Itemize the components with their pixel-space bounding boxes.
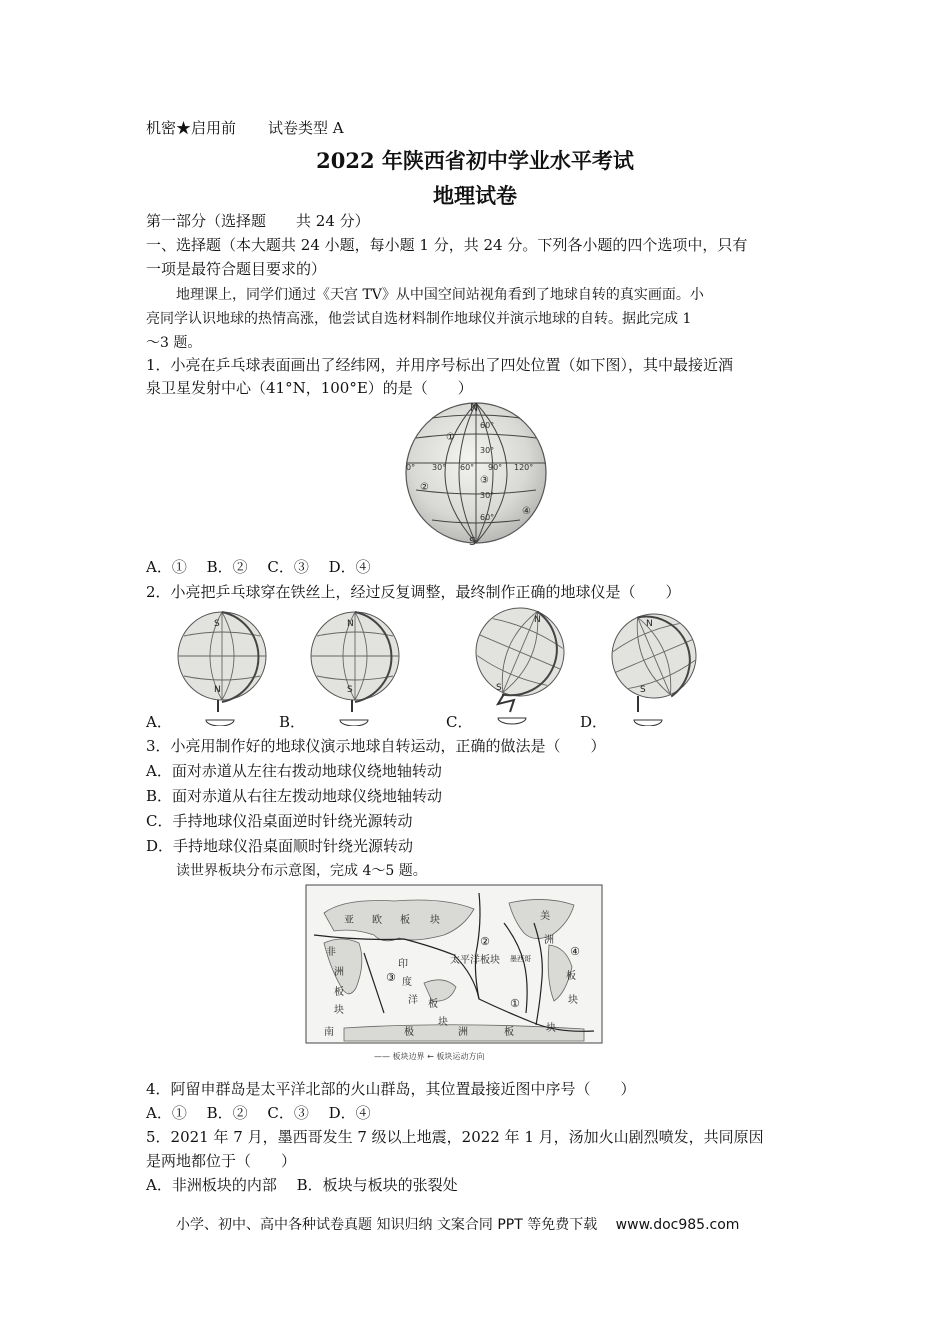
globe-b-bottom: S	[347, 685, 353, 695]
map-label-ban3: 板	[428, 999, 438, 1010]
map-label-kuai5: 块	[546, 1023, 556, 1034]
question-3-option-c: C．手持地球仪沿桌面逆时针绕光源转动	[146, 812, 413, 830]
question-3-option-d: D．手持地球仪沿桌面顺时针绕光源转动	[146, 837, 414, 855]
map-label-kuai4: 块	[568, 995, 578, 1006]
map-legend: —— 板块边界 ← 板块运动方向	[374, 1052, 485, 1061]
map-label-mexico: 墨西哥	[510, 955, 531, 963]
map-label-zhou1: 洲	[334, 967, 344, 978]
lon-label-60: 60°	[460, 463, 475, 472]
map-label-yin: 印	[398, 959, 408, 970]
map-label-ban1: 板	[400, 915, 410, 926]
globe-c-top: N	[534, 615, 541, 625]
world-plate-map	[304, 883, 644, 1068]
intro-line2: 亮同学认识地球的热情高涨，他尝试自选材料制作地球仪并演示地球的自转。据此完成 1	[146, 311, 692, 327]
question-5-line2: 是两地都位于（ ）	[146, 1152, 297, 1170]
map-label-mei: 美	[540, 911, 550, 922]
globe-option-d	[604, 608, 704, 726]
map-label-kuai2: 块	[334, 1005, 344, 1016]
globe-a-bottom: N	[214, 685, 221, 695]
map-mark-1: ①	[510, 997, 520, 1010]
lat-label-60n: 60°	[480, 421, 495, 430]
question-1-options: A．① B．② C．③ D．④	[146, 558, 371, 576]
question-1-line2: 泉卫星发射中心（41°N，100°E）的是（ ）	[146, 379, 473, 397]
globe-s-label: S	[469, 535, 476, 548]
page-title: 2022 年陕西省初中学业水平考试	[316, 148, 634, 173]
map-label-nan: 南	[324, 1027, 334, 1038]
globe-option-b	[300, 608, 410, 726]
map-label-ya: 亚	[344, 915, 354, 926]
header-line	[146, 117, 344, 138]
q2-option-a-label: A．	[146, 713, 172, 731]
lon-label-0: 0°	[406, 463, 416, 472]
section-instruction-line2: 一项是最符合题目要求的）	[146, 260, 327, 278]
paper-type-label: 试卷类型 A	[268, 119, 344, 137]
question-4-options: A．① B．② C．③ D．④	[146, 1104, 371, 1122]
globe-option-c	[468, 604, 572, 726]
globe-a-top: S	[214, 619, 220, 629]
lat-label-60s: 60°	[480, 513, 495, 522]
map-label-zhou2: 洲	[544, 935, 554, 946]
map-label-ji: 极	[404, 1027, 414, 1038]
map-label-kuai1: 块	[430, 915, 440, 926]
map-mark-2: ②	[480, 935, 490, 948]
question-4-line1: 4．阿留申群岛是太平洋北部的火山群岛，其位置最接近图中序号（ ）	[146, 1080, 636, 1098]
map-label-fei: 非	[326, 947, 336, 958]
q2-option-d-label: D．	[580, 713, 608, 731]
lat-label-30n: 30°	[480, 446, 495, 455]
map-label-du: 度	[402, 977, 412, 988]
question-3-line1: 3．小亮用制作好的地球仪演示地球自转运动，正确的做法是（ ）	[146, 737, 606, 755]
graticule-globe-figure	[380, 398, 572, 548]
question-5-line1: 5．2021 年 7 月，墨西哥发生 7 级以上地震，2022 年 1 月，汤加火山剧烈喷发，共同原因	[146, 1128, 764, 1146]
question-3-option-a: A．面对赤道从左往右拨动地球仪绕地轴转动	[146, 762, 442, 780]
mark-1: ①	[446, 432, 455, 443]
question-1-line1: 1．小亮在乒乓球表面画出了经纬网，并用序号标出了四处位置（如下图），其中最接近酒	[146, 356, 734, 374]
page-footer: 小学、初中、高中各种试卷真题 知识归纳 文案合同 PPT 等免费下载 www.doc985.com	[176, 1217, 740, 1233]
globe-n-label: N	[470, 401, 479, 414]
globe-option-a	[170, 608, 275, 726]
globe-d-bottom: S	[640, 685, 646, 695]
question-2-line1: 2．小亮把乒乓球穿在铁丝上，经过反复调整，最终制作正确的地球仪是（ ）	[146, 583, 681, 601]
lon-label-30: 30°	[432, 463, 447, 472]
map-label-ou: 欧	[372, 915, 382, 926]
mark-4: ④	[522, 506, 531, 517]
part-heading: 第一部分（选择题 共 24 分）	[146, 212, 370, 230]
globe-b-top: N	[347, 619, 354, 629]
map-label-pacific-plate: 太平洋板块	[450, 955, 500, 966]
lon-label-90: 90°	[488, 463, 503, 472]
question-3-option-b: B．面对赤道从右往左拨动地球仪绕地轴转动	[146, 787, 443, 805]
map-label-yang: 洋	[408, 995, 418, 1006]
section-instruction-line1: 一、选择题（本大题共 24 小题，每小题 1 分，共 24 分。下列各小题的四个选项中，只有	[146, 236, 748, 254]
map-mark-4: ④	[570, 945, 580, 958]
intro-line1: 地理课上，同学们通过《天宫 TV》从中国空间站视角看到了地球自转的真实画面。小	[176, 287, 704, 303]
q2-option-c-label: C．	[446, 713, 473, 731]
question-5-options: A．非洲板块的内部 B．板块与板块的张裂处	[146, 1176, 458, 1194]
page-subtitle: 地理试卷	[433, 183, 517, 208]
lon-label-120: 120°	[514, 463, 534, 472]
mark-3: ③	[480, 475, 489, 486]
globe-c-bottom: S	[496, 683, 502, 693]
map-label-zhou3: 洲	[458, 1027, 468, 1038]
confidential-label: 机密★启用前	[146, 119, 237, 137]
map-label-ban5: 板	[504, 1027, 514, 1038]
map-label-ban4: 板	[566, 971, 576, 982]
intro-line3: ～3 题。	[146, 335, 202, 351]
q2-option-b-label: B．	[279, 713, 306, 731]
lat-label-30s: 30°	[480, 491, 495, 500]
intro-2: 读世界板块分布示意图，完成 4～5 题。	[176, 863, 427, 879]
map-mark-3: ③	[386, 971, 396, 984]
map-label-kuai3: 块	[438, 1017, 448, 1028]
mark-2: ②	[420, 482, 429, 493]
globe-d-top: N	[646, 619, 653, 629]
map-label-ban2: 板	[334, 987, 344, 998]
